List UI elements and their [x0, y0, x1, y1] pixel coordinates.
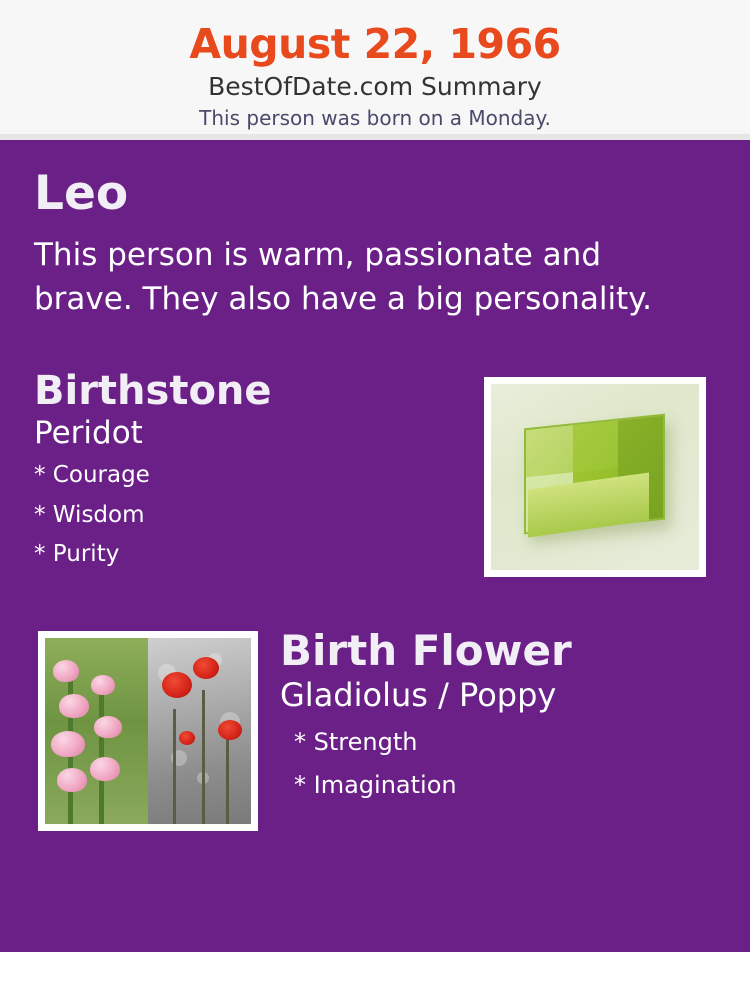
- birthstone-section: [34, 369, 716, 589]
- birthstone-trait: * Purity: [34, 541, 120, 568]
- birthflower-text: [280, 626, 716, 799]
- details-panel: [0, 140, 750, 952]
- page-header: [0, 0, 750, 140]
- birthstone-name: Peridot: [34, 415, 143, 452]
- zodiac-sign-name: Leo: [34, 166, 129, 221]
- birthstone-trait: * Courage: [34, 462, 150, 489]
- birthstone-title: Birthstone: [34, 368, 272, 415]
- birthflower-trait: * Imagination: [294, 770, 457, 799]
- birthflower-name: Gladiolus / Poppy: [280, 676, 557, 715]
- zodiac-section: [34, 166, 716, 321]
- birthflower-section: [34, 626, 716, 839]
- gladiolus-poppy-icon: [45, 638, 251, 824]
- peridot-gem-icon: [491, 384, 699, 570]
- birthstone-text: [34, 369, 464, 569]
- birthflower-photo: [38, 631, 258, 831]
- born-day-note: This person was born on a Monday.: [199, 105, 551, 130]
- page-title: August 22, 1966: [189, 20, 561, 68]
- birthflower-title: Birth Flower: [280, 626, 572, 676]
- site-summary-label: BestOfDate.com Summary: [208, 72, 542, 102]
- zodiac-description: This person is warm, passionate and brave. They also have a big personality.: [34, 237, 652, 318]
- birthstone-trait: * Wisdom: [34, 501, 145, 528]
- birthstone-photo: [484, 377, 706, 577]
- birthflower-trait: * Strength: [294, 727, 418, 756]
